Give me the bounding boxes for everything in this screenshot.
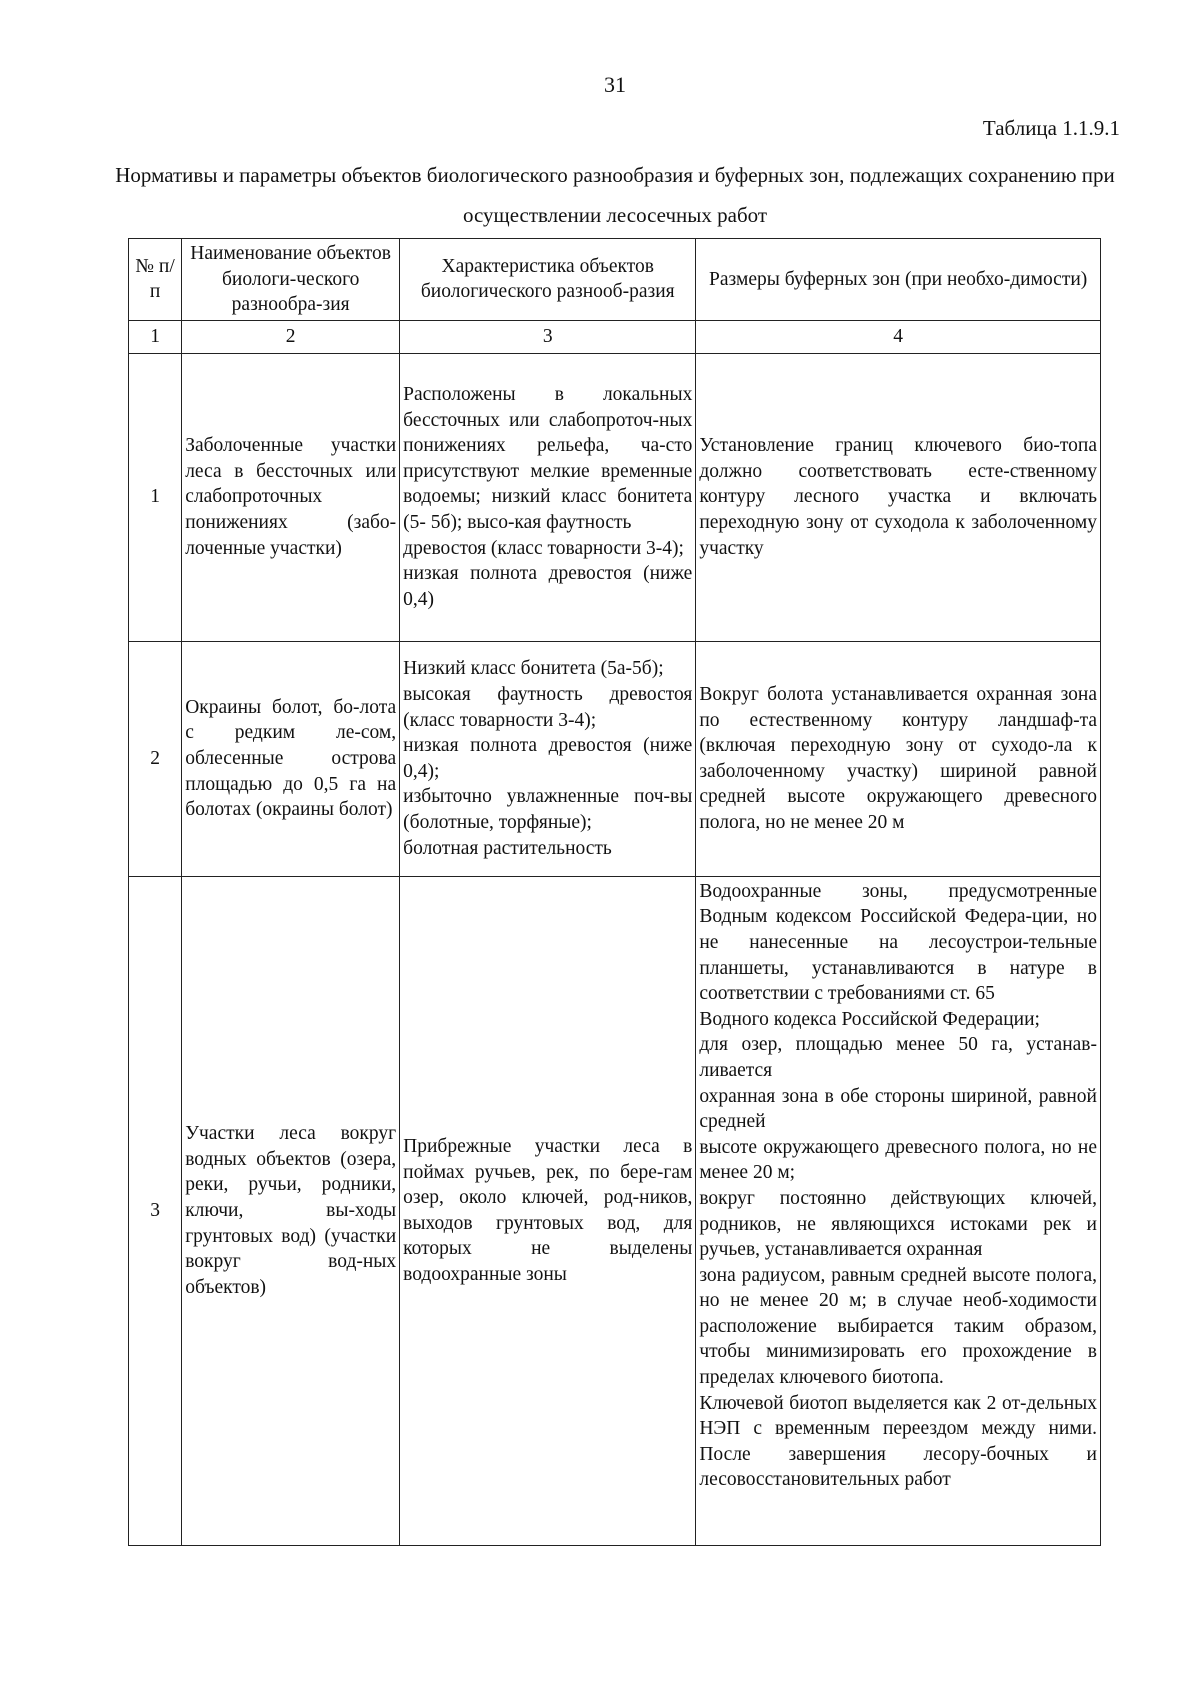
buffer-zone-cell: Установление границ ключевого био-топа должно соответствовать есте-ственному контуру лесного участка и включать переходную зону от суходола к заболоченному участку: [696, 353, 1101, 641]
column-number-row: [129, 320, 1101, 353]
buffer-zone-cell: Вокруг болота устанавливается охранная зона по естественному контуру ландшаф-та (включая переходную зону от суходо-ла к заболоченному участку) шириной равной средней высоте окружающего древесного полога, но не менее 20 м: [696, 641, 1101, 876]
table-label: Таблица 1.1.9.1: [982, 116, 1120, 140]
row-number: 3: [129, 876, 182, 1545]
table-header-row: [129, 239, 1101, 321]
page-number: 31: [604, 72, 626, 97]
object-name-cell: Окраины болот, бо-лота с редким ле-сом, облесенные острова площадью до 0,5 га на болотах (окраины болот): [182, 641, 400, 876]
table-row: [129, 876, 1101, 1545]
object-name-cell: Участки леса вокруг водных объектов (озера, реки, ручьи, родники, ключи, вы-ходы грунтовых вод) (участки вокруг вод-ных объектов): [182, 876, 400, 1545]
document-title: Нормативы и параметры объектов биологического разнообразия и буферных зон, подлежащих сохранению при осуществлении лесосечных работ: [115, 163, 1115, 227]
table-row: [129, 641, 1101, 876]
header-object-name: Наименование объектов биологи-ческого разнообра-зия: [182, 239, 400, 321]
object-name-cell: Заболоченные участки леса в бессточных или слабопроточных понижениях (забо-лоченные участки): [182, 353, 400, 641]
header-number: № п/п: [129, 239, 182, 321]
characteristics-cell: Прибрежные участки леса в поймах ручьев, рек, по бере-гам озер, около ключей, род-ников, выходов грунтовых вод, для которых не выделены водоохранные зоны: [400, 876, 696, 1545]
column-number-3: 3: [400, 320, 696, 353]
row-number: 2: [129, 641, 182, 876]
characteristics-cell: Низкий класс бонитета (5а-5б); высокая фаутность древостоя (класс товарности 3-4); низкая полнота древостоя (ниже 0,4); избыточно увлажненные поч-вы (болотные, торфяные); болотная растительность: [400, 641, 696, 876]
table-row: [129, 353, 1101, 641]
header-characteristics: Характеристика объектов биологического разнооб-разия: [400, 239, 696, 321]
characteristics-cell: Расположены в локальных бессточных или слабопроточ-ных понижениях рельефа, ча-сто присутствуют мелкие временные водоемы; низкий класс бонитета (5- 5б); высо-кая фаутность древостоя (класс товарности 3-4); низкая полнота древостоя (ниже 0,4): [400, 353, 696, 641]
biodiversity-norms-table: [128, 238, 1101, 1546]
buffer-zone-cell: Водоохранные зоны, предусмотренные Водным кодексом Российской Федера-ции, но не нанесенные на лесоустрои-тельные планшеты, устанавливаются в натуре в соответствии с требованиями ст. 65 Водного кодекса Российской Федерации; для озер, площадью менее 50 га, устанав-ливается охранная зона в обе стороны шириной, равной средней высоте окружающего древесного полога, но не менее 20 м; вокруг постоянно действующих ключей, родников, не являющихся истоками рек и ручьев, устанавливается охранная зона радиусом, равным средней высоте полога, но не менее 20 м; в случае необ-ходимости расположение выбирается таким образом, чтобы минимизировать его прохождение в пределах ключевого биотопа. Ключевой биотоп выделяется как 2 от-дельных НЭП с временным переездом между ними. После завершения лесору-бочных и лесовосстановительных работ: [696, 876, 1101, 1545]
column-number-4: 4: [696, 320, 1101, 353]
column-number-2: 2: [182, 320, 400, 353]
column-number-1: 1: [129, 320, 182, 353]
row-number: 1: [129, 353, 182, 641]
header-buffer-zone: Размеры буферных зон (при необхо-димости): [696, 239, 1101, 321]
